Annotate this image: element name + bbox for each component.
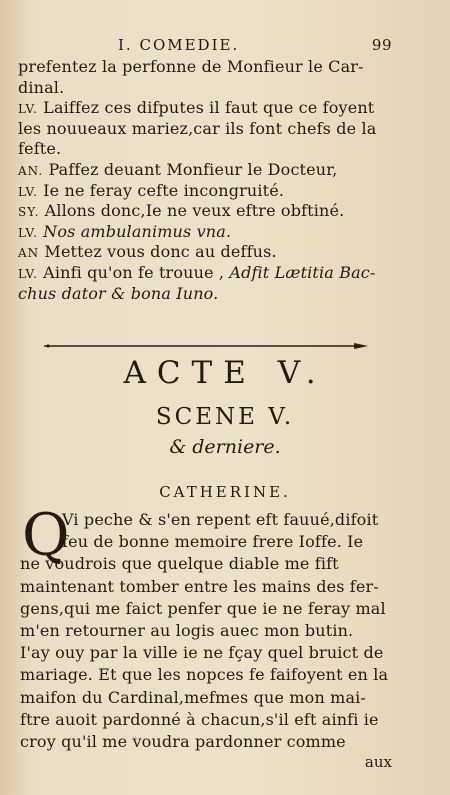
text-line [18,242,277,263]
text-line: I'ay ouy par la ville ie ne fçay quel bruict de [20,643,384,663]
text-line [18,181,284,202]
speaker-abbrev: LV. [18,267,38,281]
text-line: feu de bonne memoire frere Ioffe. Ie [62,532,364,552]
text-line: ftre auoit pardonné à chacun,s'il eft ainfi ie [20,709,379,729]
text-line [18,78,64,98]
line-text: dinal. [18,77,65,97]
line-text: fefte. [18,139,62,159]
speaker-name: CATHERINE. [159,483,291,501]
drop-cap: Q [22,501,70,569]
speaker-abbrev: SY. [18,205,40,220]
scene-subheading: & derniere. [169,436,281,458]
catchword: aux [364,753,392,771]
text-line: m'en retourner au logis auec mon butin. [20,621,354,640]
line-text: Ie ne feray cefte incongruité. [37,180,285,200]
text-line [18,201,344,222]
line-text: Allons donc,Ie ne veux eftre obftiné. [39,201,345,221]
speaker-abbrev: LV. [18,184,38,199]
running-head [0,36,450,58]
line-text: Adfit Lætitia Bac- [229,263,376,282]
line-text: Nos ambulanimus vna. [37,221,232,241]
page-number: 99 [371,36,392,54]
speaker-abbrev: LV. [18,102,38,117]
text-line [18,57,364,77]
text-line [18,222,231,243]
text-line: gens,qui me faict penfer que ie ne feray mal [20,598,386,618]
text-line: croy qu'il me voudra pardonner comme [20,732,346,751]
text-line: ne voudrois que quelque diable me fift [20,554,339,574]
speaker-abbrev: LV. [18,225,38,240]
text-line [18,263,375,284]
text-line: maintenant tomber entre les mains des fer- [20,576,379,596]
line-text: prefentez la perfonne de Monfieur le Car- [18,57,364,76]
text-line [18,119,376,139]
speaker-abbrev: AN [18,246,40,261]
text-line: Vi peche & s'en repent eft fauué,difoit [62,510,379,529]
line-text: chus dator & bona Iuno. [18,283,219,303]
text-line: maifon du Cardinal,mefmes que mon mai- [20,687,366,707]
line-text: Ainfi qu'on fe trouue , [37,263,230,282]
act-heading: ACTE V. [123,355,327,391]
line-text: Laiffez ces difputes il faut que ce foyent [37,98,375,118]
text-line [18,139,61,159]
text-line [18,98,374,119]
line-text: les nouueaux mariez,car ils font chefs de la [18,118,377,138]
text-line: mariage. Et que les nopces fe faifoyent en la [20,665,389,685]
running-title: I. COMEDIE. [118,36,240,54]
scene-heading: SCENE V. [155,404,295,430]
text-line [18,160,337,181]
line-text: Mettez vous donc au deffus. [39,242,277,262]
speaker-abbrev: AN. [18,164,44,178]
line-text: Paffez deuant Monfieur le Docteur, [43,160,338,179]
text-line [18,284,218,304]
ornamental-rule [44,342,370,350]
